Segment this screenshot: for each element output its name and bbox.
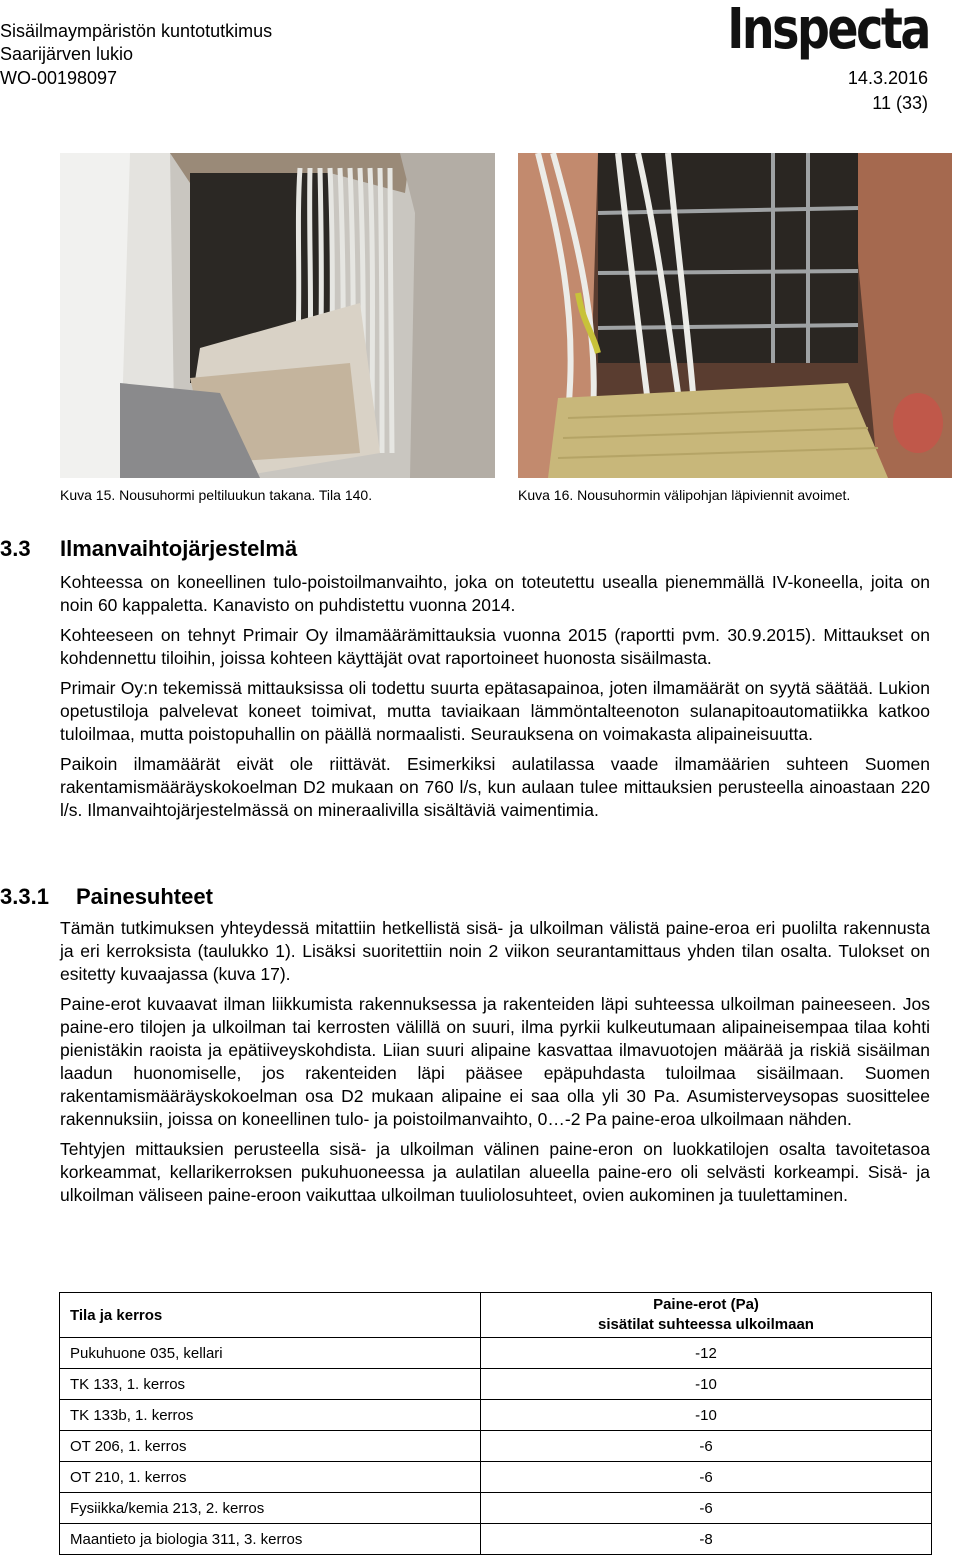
figure-caption-15: Kuva 15. Nousuhormi peltiluukun takana. Tila 140.: [60, 487, 373, 503]
column-header-pressure-line1: Paine-erot (Pa): [653, 1296, 759, 1313]
cell-space: TK 133, 1. kerros: [60, 1369, 481, 1400]
subsection-heading: [0, 883, 213, 911]
column-header-pressure-line2: sisätilat suhteessa ulkoilmaan: [598, 1316, 814, 1333]
cell-pressure: -10: [481, 1369, 932, 1400]
cell-pressure: -12: [481, 1338, 932, 1369]
photo-riser-duct: [60, 153, 495, 478]
subsection-title: Painesuhteet: [76, 884, 213, 909]
page-number: 11 (33): [872, 93, 928, 113]
subsection-number: 3.3.1: [0, 884, 49, 909]
table-row: [60, 1462, 932, 1493]
document-date: 14.3.2016: [847, 68, 928, 88]
column-header-space: Tila ja kerros: [60, 1293, 481, 1338]
cell-pressure: -6: [481, 1462, 932, 1493]
paragraph: Paine-erot kuvaavat ilman liikkumista rakennuksessa ja rakenteiden läpi suhteessa ulkoilman paineeseen. Jos paine-ero tilojen ja ulkoilman tai kerrosten välillä on suuri, ilma pyrkii kulkeutumaan alipaineisempaa tilaa kohti pienistäkin raoista ja epätiiveyskohdista. Liian suuri alipaine kasvattaa ilmavuotojen määrää ja riskiä sisäilman laadun huonomiselle, jos rakenteiden läpi pääsee epäpuhdasta tuloilmaa sisäilmaan. Suomen rakentamismääräyskokoelman osa D2 mukaan alipaine ei saa olla yli 30 Pa. Asumisterveysopas suosittelee rakennuksiin, joissa on koneellinen tulo- ja poistoilmanvaihto, 0…-2 Pa paine-eroa ulkoilmaan nähden.: [60, 994, 930, 1129]
subsection-body: [60, 917, 930, 1214]
table-row: [60, 1369, 932, 1400]
cell-space: TK 133b, 1. kerros: [60, 1400, 481, 1431]
document-title: Sisäilmaympäristön kuntotutkimus: [0, 21, 273, 41]
document-id: WO-00198097: [0, 68, 118, 88]
table-row: [60, 1493, 932, 1524]
cell-space: Maantieto ja biologia 311, 3. kerros: [60, 1524, 481, 1555]
table-row: [60, 1431, 932, 1462]
paragraph: Tehtyjen mittauksien perusteella sisä- ja ulkoilman välinen paine-eron on luokkatilojen osalta tavoitetasoa korkeammat, kellarikerroksen pukuhuoneessa ja aulatilan alueella paine-ero oli selvästi korkeampi. Sisä- ja ulkoilman väliseen paine-eroon vaikuttaa ulkoilman tuuliolosuhteet, ovien aukominen ja tuulettaminen.: [60, 1139, 930, 1205]
table-row: [60, 1400, 932, 1431]
section-title: Ilmanvaihtojärjestelmä: [60, 536, 298, 561]
table-header-row: [60, 1293, 932, 1338]
section-heading: [0, 535, 297, 563]
cell-space: OT 206, 1. kerros: [60, 1431, 481, 1462]
column-header-pressure: [481, 1293, 932, 1338]
figure-caption-16: Kuva 16. Nousuhormin välipohjan läpiviennit avoimet.: [518, 487, 851, 503]
inspecta-logo: Inspecta: [727, 0, 929, 62]
section-body: [60, 571, 930, 829]
table-row: [60, 1338, 932, 1369]
paragraph: Tämän tutkimuksen yhteydessä mitattiin hetkellistä sisä- ja ulkoilman välistä paine-eroa eri puolilta rakennusta ja eri kerroksista (taulukko 1). Lisäksi suoritettiin noin 2 viikon seurantamittaus yhden tilan osalta. Tulokset on esitetty kuvaajassa (kuva 17).: [60, 918, 930, 984]
document-subtitle: Saarijärven lukio: [0, 44, 134, 64]
cell-pressure: -6: [481, 1493, 932, 1524]
paragraph: Kohteeseen on tehnyt Primair Oy ilmamäärämittauksia vuonna 2015 (raportti pvm. 30.9.2015). Mittaukset on kohdennettu tiloihin, joissa kohteen käyttäjät ovat raportoineet huonosta sisäilmasta.: [60, 625, 930, 668]
cell-pressure: -10: [481, 1400, 932, 1431]
photo-floor-penetrations: [518, 153, 952, 478]
paragraph: Kohteessa on koneellinen tulo-poistoilmanvaihto, joka on toteutettu usealla pienemmällä IV-koneella, joita on noin 60 kappaletta. Kanavisto on puhdistettu vuonna 2014.: [60, 572, 930, 615]
cell-space: OT 210, 1. kerros: [60, 1462, 481, 1493]
cell-pressure: -8: [481, 1524, 932, 1555]
table-row: [60, 1524, 932, 1555]
paragraph: Primair Oy:n tekemissä mittauksissa oli todettu suurta epätasapainoa, joten ilmamäärät on syytä säätää. Lukion opetustiloja palvelevat koneet toimivat, mutta taviaikaan lämmöntalteenoton sulanapitoautomatiikka katkoo tuloilmaa, mutta poistopuhallin on päällä normaalisti. Seurauksena on voimakasta alipaineisuutta.: [60, 678, 930, 744]
cell-space: Pukuhuone 035, kellari: [60, 1338, 481, 1369]
paragraph: Paikoin ilmamäärät eivät ole riittävät. Esimerkiksi aulatilassa vaade ilmamäärien suhteen Suomen rakentamismääräyskokoelman D2 mukaan on 760 l/s, kun aulaan tulee mittauksien perusteella ainoastaan 220 l/s. Ilmanvaihtojärjestelmässä on mineraalivilla sisältäviä vaimentimia.: [60, 754, 930, 820]
pressure-difference-table: [59, 1292, 932, 1555]
cell-space: Fysiikka/kemia 213, 2. kerros: [60, 1493, 481, 1524]
section-number: 3.3: [0, 536, 31, 561]
cell-pressure: -6: [481, 1431, 932, 1462]
